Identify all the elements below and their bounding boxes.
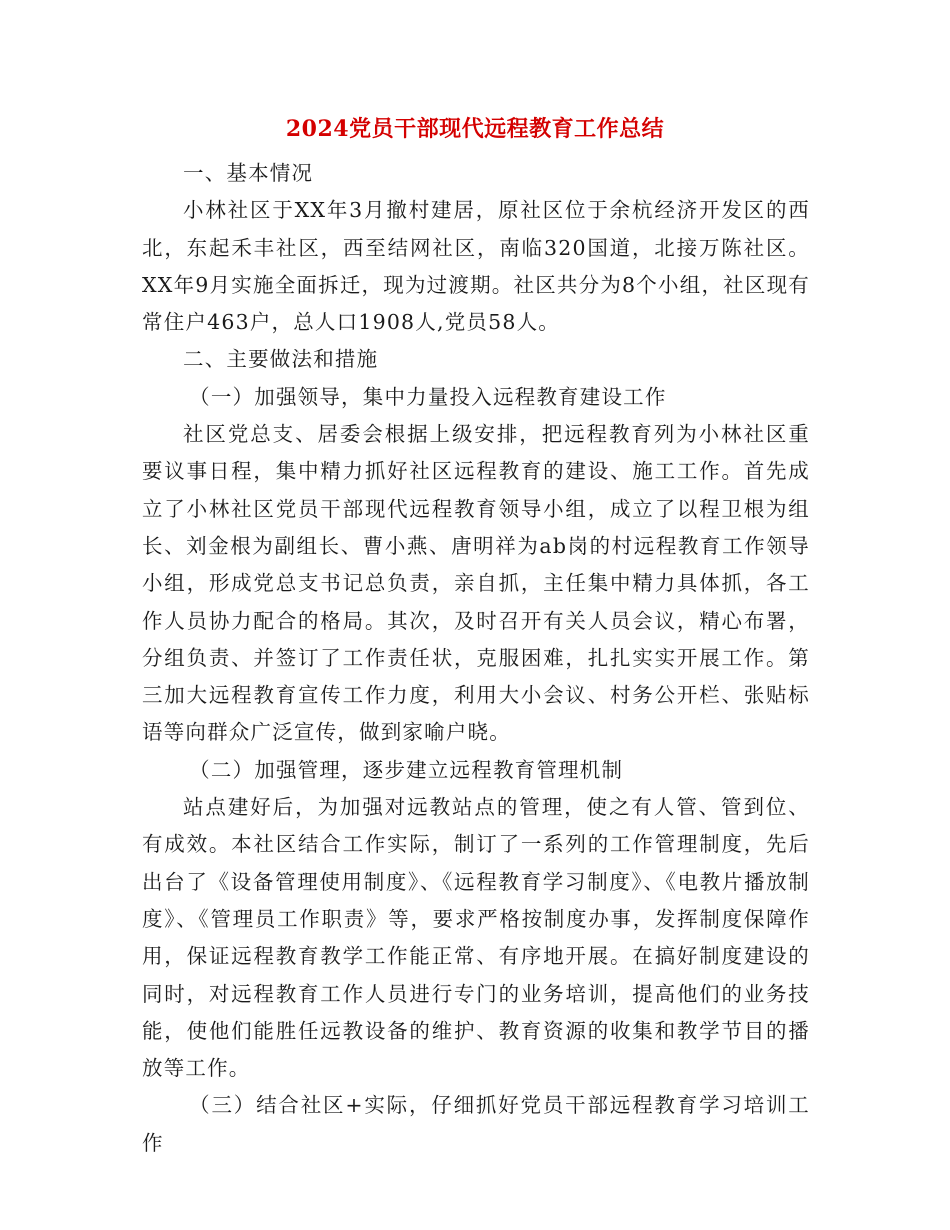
subheading-management: （二）加强管理，逐步建立远程教育管理机制 — [189, 757, 624, 782]
document-body — [142, 155, 810, 1162]
subheading-training: （三）结合社区+实际，仔细抓好党员干部远程教育学习培训工作 — [142, 1093, 810, 1155]
section-heading-measures: 二、主要做法和措施 — [183, 347, 379, 372]
paragraph-basic-info: 小林社区于XX年3月撤村建居，原社区位于余杭经济开发区的西北，东起禾丰社区，西至结网社区，南临320国道，北接万陈社区。XX年9月实施全面拆迁，现为过渡期。社区共分为8个小组，社区现有常住户463户，总人口1908人,党员58人。 — [142, 198, 810, 335]
paragraph-management: 站点建好后，为加强对远教站点的管理，使之有人管、管到位、有成效。本社区结合工作实际，制订了一系列的工作管理制度，先后出台了《设备管理使用制度》、《远程教育学习制度》、《电教片播放制度》、《管理员工作职责》等，要求严格按制度办事，发挥制度保障作用，保证远程教育教学工作能正常、有序地开展。在搞好制度建设的同时，对远程教育工作人员进行专门的业务培训，提高他们的业务技能，使他们能胜任远教设备的维护、教育资源的收集和教学节目的播放等工作。 — [142, 795, 810, 1081]
paragraph-leadership: 社区党总支、居委会根据上级安排，把远程教育列为小林社区重要议事日程，集中精力抓好社区远程教育的建设、施工工作。首先成立了小林社区党员干部现代远程教育领导小组，成立了以程卫根为组长、刘金根为副组长、曹小燕、唐明祥为ab岗的村远程教育工作领导小组，形成党总支书记总负责，亲自抓，主任集中精力具体抓，各工作人员协力配合的格局。其次，及时召开有关人员会议，精心布署，分组负责、并签订了工作责任状，克服困难，扎扎实实开展工作。第三加大远程教育宣传工作力度，利用大小会议、村务公开栏、张贴标语等向群众广泛宣传，做到家喻户晓。 — [142, 422, 810, 745]
document-title: 2024党员干部现代远程教育工作总结 — [285, 116, 665, 142]
section-heading-basic: 一、基本情况 — [183, 161, 314, 185]
subheading-leadership: （一）加强领导，集中力量投入远程教育建设工作 — [189, 384, 667, 409]
